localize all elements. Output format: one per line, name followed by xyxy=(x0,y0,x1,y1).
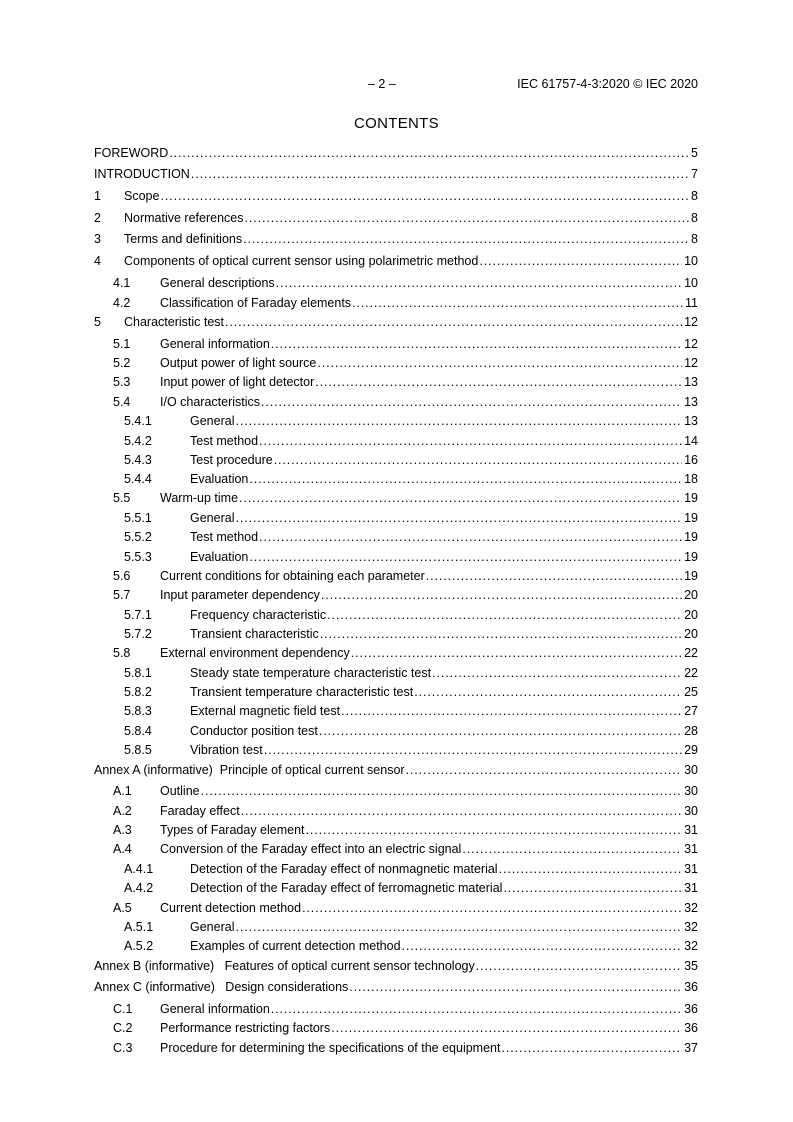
toc-entry[interactable] xyxy=(94,980,698,996)
toc-leader-dots xyxy=(402,939,683,953)
toc-entry[interactable] xyxy=(94,530,698,546)
toc-entry-number: 5.4.1 xyxy=(124,414,152,428)
toc-leader-dots xyxy=(271,1002,682,1016)
toc-entry[interactable] xyxy=(94,511,698,527)
toc-entry-title: Warm-up time xyxy=(160,491,239,505)
toc-leader-dots xyxy=(321,588,682,602)
toc-entry-title: Input parameter dependency xyxy=(160,588,320,602)
toc-entry[interactable] xyxy=(94,881,698,897)
toc-entry-title: Annex C (informative) Design considerations xyxy=(94,980,349,994)
toc-leader-dots xyxy=(327,608,682,622)
toc-entry-title: Examples of current detection method xyxy=(190,939,401,953)
toc-entry-title: Normative references xyxy=(124,211,244,225)
toc-entry-page: 35 xyxy=(684,959,698,973)
toc-entry-number: 5.7.2 xyxy=(124,627,152,641)
toc-entry-page: 36 xyxy=(684,1021,698,1035)
toc-entry-number: 5.4.4 xyxy=(124,472,152,486)
toc-entry-page: 19 xyxy=(684,569,698,583)
toc-entry[interactable] xyxy=(94,375,698,391)
toc-entry-page: 31 xyxy=(684,862,698,876)
toc-entry[interactable] xyxy=(94,939,698,955)
toc-entry-page: 22 xyxy=(684,666,698,680)
toc-entry[interactable] xyxy=(94,146,698,162)
toc-entry[interactable] xyxy=(94,627,698,643)
toc-entry-title: Performance restricting factors xyxy=(160,1021,331,1035)
toc-leader-dots xyxy=(235,511,682,525)
toc-entry-title: General descriptions xyxy=(160,276,275,290)
toc-entry-title: Classification of Faraday elements xyxy=(160,296,352,310)
toc-entry-title: Input power of light detector xyxy=(160,375,315,389)
toc-entry-number: A.3 xyxy=(113,823,132,837)
toc-entry-number: 5.5.2 xyxy=(124,530,152,544)
toc-entry[interactable] xyxy=(94,1041,698,1057)
toc-entry-number: 5.8.1 xyxy=(124,666,152,680)
toc-entry-title: Faraday effect xyxy=(160,804,240,818)
toc-entry[interactable] xyxy=(94,920,698,936)
toc-entry-page: 30 xyxy=(684,763,698,777)
toc-leader-dots xyxy=(160,189,689,203)
toc-entry[interactable] xyxy=(94,296,698,312)
toc-entry-page: 32 xyxy=(684,920,698,934)
toc-leader-dots xyxy=(264,743,682,757)
toc-entry-title: Conversion of the Faraday effect into an electric signal xyxy=(160,842,462,856)
toc-entry-number: 5 xyxy=(94,315,101,329)
toc-entry-title: I/O characteristics xyxy=(160,395,261,409)
toc-leader-dots xyxy=(259,434,682,448)
toc-entry[interactable] xyxy=(94,646,698,662)
page-title: CONTENTS xyxy=(354,115,439,132)
toc-entry-title: External magnetic field test xyxy=(190,704,341,718)
toc-entry-page: 29 xyxy=(684,743,698,757)
toc-entry[interactable] xyxy=(94,901,698,917)
toc-entry-title: Transient characteristic xyxy=(190,627,319,641)
toc-entry-page: 10 xyxy=(684,254,698,268)
toc-leader-dots xyxy=(501,1041,682,1055)
toc-entry-title: Vibration test xyxy=(190,743,263,757)
toc-entry-number: C.3 xyxy=(113,1041,133,1055)
toc-entry-number: A.5.2 xyxy=(124,939,154,953)
toc-entry[interactable] xyxy=(94,167,698,183)
toc-entry-number: 5.3 xyxy=(113,375,131,389)
toc-leader-dots xyxy=(225,315,682,329)
toc-entry-page: 19 xyxy=(684,530,698,544)
toc-entry-title: Current detection method xyxy=(160,901,302,915)
toc-entry-page: 14 xyxy=(684,434,698,448)
toc-leader-dots xyxy=(320,627,682,641)
toc-entry-title: Characteristic test xyxy=(124,315,225,329)
toc-entry-page: 20 xyxy=(684,608,698,622)
toc-entry-title: Types of Faraday element xyxy=(160,823,305,837)
toc-entry-title: Outline xyxy=(160,784,200,798)
toc-entry[interactable] xyxy=(94,743,698,759)
toc-entry[interactable] xyxy=(94,704,698,720)
toc-leader-dots xyxy=(351,646,682,660)
toc-entry[interactable] xyxy=(94,842,698,858)
toc-entry-title: Evaluation xyxy=(190,472,249,486)
toc-entry-number: 5.4 xyxy=(113,395,131,409)
toc-entry[interactable] xyxy=(94,588,698,604)
toc-leader-dots xyxy=(302,901,682,915)
toc-entry-title: Annex B (informative) Features of optical current sensor technology xyxy=(94,959,475,973)
toc-entry-title: Frequency characteristic xyxy=(190,608,327,622)
toc-entry-page: 32 xyxy=(684,901,698,915)
toc-entry-page: 19 xyxy=(684,491,698,505)
toc-entry[interactable] xyxy=(94,608,698,624)
toc-entry-number: 5.4.3 xyxy=(124,453,152,467)
toc-leader-dots xyxy=(476,959,682,973)
toc-entry-title: Annex A (informative) Principle of optical current sensor xyxy=(94,763,405,777)
toc-entry[interactable] xyxy=(94,763,698,779)
toc-entry-page: 32 xyxy=(684,939,698,953)
toc-leader-dots xyxy=(319,724,682,738)
toc-leader-dots xyxy=(315,375,682,389)
toc-entry[interactable] xyxy=(94,569,698,585)
toc-entry-number: 5.7 xyxy=(113,588,131,602)
toc-entry-page: 31 xyxy=(684,823,698,837)
toc-entry-number: 5.4.2 xyxy=(124,434,152,448)
toc-entry[interactable] xyxy=(94,1002,698,1018)
toc-entry-page: 18 xyxy=(684,472,698,486)
toc-entry-number: 1 xyxy=(94,189,101,203)
toc-entry[interactable] xyxy=(94,685,698,701)
toc-entry-number: 4 xyxy=(94,254,101,268)
toc-entry-title: Test method xyxy=(190,434,259,448)
toc-entry[interactable] xyxy=(94,472,698,488)
toc-entry-number: 4.1 xyxy=(113,276,131,290)
toc-entry-title: Scope xyxy=(124,189,160,203)
toc-leader-dots xyxy=(239,491,682,505)
toc-entry[interactable] xyxy=(94,414,698,430)
toc-entry-page: 8 xyxy=(691,232,698,246)
toc-entry[interactable] xyxy=(94,804,698,820)
toc-entry-number: 5.5.3 xyxy=(124,550,152,564)
toc-leader-dots xyxy=(341,704,682,718)
toc-entry-page: 31 xyxy=(684,842,698,856)
toc-entry-number: A.2 xyxy=(113,804,132,818)
toc-entry-title: Steady state temperature characteristic test xyxy=(190,666,432,680)
toc-entry-page: 31 xyxy=(684,881,698,895)
toc-entry-title: Evaluation xyxy=(190,550,249,564)
toc-entry-page: 12 xyxy=(684,337,698,351)
toc-entry-number: 5.1 xyxy=(113,337,131,351)
toc-leader-dots xyxy=(349,980,682,994)
toc-leader-dots xyxy=(331,1021,682,1035)
toc-entry[interactable] xyxy=(94,862,698,878)
toc-entry-page: 13 xyxy=(684,395,698,409)
toc-entry-number: A.4 xyxy=(113,842,132,856)
toc-entry-number: A.4.1 xyxy=(124,862,154,876)
toc-entry[interactable] xyxy=(94,395,698,411)
toc-entry-page: 8 xyxy=(691,211,698,225)
toc-entry[interactable] xyxy=(94,959,698,975)
toc-entry-number: 5.8.4 xyxy=(124,724,152,738)
toc-leader-dots xyxy=(243,232,689,246)
toc-entry-page: 8 xyxy=(691,189,698,203)
toc-entry-number: 5.5.1 xyxy=(124,511,152,525)
toc-entry-page: 10 xyxy=(684,276,698,290)
toc-entry-title: Detection of the Faraday effect of nonmagnetic material xyxy=(190,862,498,876)
toc-entry-page: 5 xyxy=(691,146,698,160)
toc-entry-title: Test procedure xyxy=(190,453,273,467)
toc-entry-title: Terms and definitions xyxy=(124,232,243,246)
toc-leader-dots xyxy=(503,881,682,895)
toc-leader-dots xyxy=(241,804,682,818)
standard-reference: IEC 61757-4-3:2020 © IEC 2020 xyxy=(517,77,698,91)
toc-leader-dots xyxy=(414,685,682,699)
toc-entry-page: 27 xyxy=(684,704,698,718)
toc-entry[interactable] xyxy=(94,232,698,248)
toc-entry-number: 5.6 xyxy=(113,569,131,583)
toc-entry-page: 25 xyxy=(684,685,698,699)
toc-entry-title: INTRODUCTION xyxy=(94,167,190,181)
toc-leader-dots xyxy=(317,356,682,370)
toc-entry-number: A.4.2 xyxy=(124,881,154,895)
toc-entry-title: Conductor position test xyxy=(190,724,318,738)
toc-leader-dots xyxy=(426,569,682,583)
toc-entry-page: 36 xyxy=(684,980,698,994)
toc-entry-page: 30 xyxy=(684,804,698,818)
toc-entry-number: 5.8.5 xyxy=(124,743,152,757)
toc-entry-title: General xyxy=(190,414,235,428)
toc-leader-dots xyxy=(201,784,682,798)
toc-entry-page: 36 xyxy=(684,1002,698,1016)
toc-leader-dots xyxy=(245,211,690,225)
toc-entry[interactable] xyxy=(94,315,698,331)
toc-leader-dots xyxy=(352,296,683,310)
toc-leader-dots xyxy=(306,823,683,837)
toc-entry-page: 19 xyxy=(684,550,698,564)
toc-entry-number: 3 xyxy=(94,232,101,246)
toc-leader-dots xyxy=(479,254,682,268)
toc-entry[interactable] xyxy=(94,276,698,292)
toc-entry[interactable] xyxy=(94,666,698,682)
toc-entry-number: 5.8 xyxy=(113,646,131,660)
toc-leader-dots xyxy=(169,146,689,160)
page-header xyxy=(0,77,793,93)
toc-entry-number: 2 xyxy=(94,211,101,225)
toc-entry[interactable] xyxy=(94,356,698,372)
toc-leader-dots xyxy=(261,395,682,409)
toc-entry-title: General information xyxy=(160,337,270,351)
toc-entry-page: 7 xyxy=(691,167,698,181)
toc-entry[interactable] xyxy=(94,211,698,227)
toc-leader-dots xyxy=(432,666,682,680)
toc-entry[interactable] xyxy=(94,724,698,740)
toc-entry-number: A.1 xyxy=(113,784,132,798)
toc-entry-title: External environment dependency xyxy=(160,646,350,660)
toc-leader-dots xyxy=(259,530,682,544)
toc-entry-number: C.1 xyxy=(113,1002,133,1016)
toc-entry[interactable] xyxy=(94,189,698,205)
toc-entry-title: FOREWORD xyxy=(94,146,169,160)
toc-entry-page: 30 xyxy=(684,784,698,798)
toc-leader-dots xyxy=(235,920,682,934)
toc-entry-page: 11 xyxy=(685,296,698,310)
toc-entry[interactable] xyxy=(94,1021,698,1037)
toc-entry-page: 20 xyxy=(684,627,698,641)
toc-entry-title: Current conditions for obtaining each parameter xyxy=(160,569,425,583)
toc-leader-dots xyxy=(249,550,682,564)
toc-entry[interactable] xyxy=(94,784,698,800)
page-number: – 2 – xyxy=(368,77,396,91)
toc-entry-page: 22 xyxy=(684,646,698,660)
toc-entry-title: Transient temperature characteristic test xyxy=(190,685,414,699)
toc-leader-dots xyxy=(462,842,682,856)
toc-entry-page: 19 xyxy=(684,511,698,525)
toc-entry-title: Procedure for determining the specifications of the equipment xyxy=(160,1041,501,1055)
toc-leader-dots xyxy=(274,453,682,467)
toc-entry-page: 12 xyxy=(684,315,698,329)
toc-entry-number: 5.8.3 xyxy=(124,704,152,718)
toc-leader-dots xyxy=(406,763,683,777)
toc-entry-title: Output power of light source xyxy=(160,356,317,370)
toc-entry[interactable] xyxy=(94,453,698,469)
toc-entry-page: 28 xyxy=(684,724,698,738)
toc-entry-number: 5.8.2 xyxy=(124,685,152,699)
toc-entry-number: 5.5 xyxy=(113,491,131,505)
toc-entry-title: Components of optical current sensor using polarimetric method xyxy=(124,254,479,268)
toc-entry[interactable] xyxy=(94,491,698,507)
toc-leader-dots xyxy=(271,337,682,351)
toc-entry-page: 16 xyxy=(684,453,698,467)
toc-leader-dots xyxy=(249,472,682,486)
toc-entry-title: General xyxy=(190,511,235,525)
toc-entry-title: Detection of the Faraday effect of ferromagnetic material xyxy=(190,881,503,895)
toc-entry-number: A.5 xyxy=(113,901,132,915)
toc-leader-dots xyxy=(191,167,689,181)
toc-entry[interactable] xyxy=(94,337,698,353)
toc-entry[interactable] xyxy=(94,254,698,270)
toc-entry-number: 5.7.1 xyxy=(124,608,152,622)
toc-leader-dots xyxy=(499,862,683,876)
toc-entry-page: 12 xyxy=(684,356,698,370)
toc-entry-number: 4.2 xyxy=(113,296,131,310)
toc-entry-page: 13 xyxy=(684,414,698,428)
toc-entry[interactable] xyxy=(94,823,698,839)
toc-leader-dots xyxy=(276,276,682,290)
toc-entry-number: 5.2 xyxy=(113,356,131,370)
toc-entry-title: General information xyxy=(160,1002,270,1016)
toc-entry[interactable] xyxy=(94,434,698,450)
toc-entry-page: 20 xyxy=(684,588,698,602)
toc-entry-number: C.2 xyxy=(113,1021,133,1035)
toc-entry-page: 13 xyxy=(684,375,698,389)
toc-entry-title: General xyxy=(190,920,235,934)
toc-entry-number: A.5.1 xyxy=(124,920,154,934)
toc-entry-title: Test method xyxy=(190,530,259,544)
toc-entry-page: 37 xyxy=(684,1041,698,1055)
toc-entry[interactable] xyxy=(94,550,698,566)
toc-leader-dots xyxy=(235,414,682,428)
